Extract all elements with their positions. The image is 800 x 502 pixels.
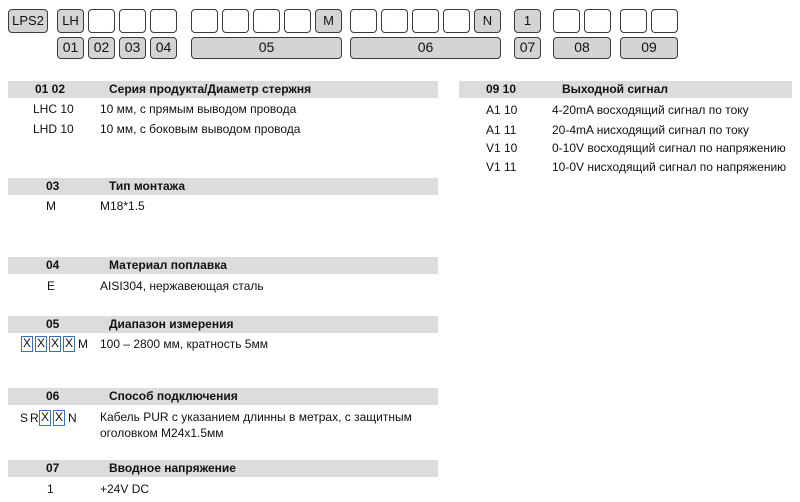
row-code: 1 (47, 482, 54, 496)
code-box-empty (651, 9, 678, 33)
section-code: 09 10 (486, 82, 517, 96)
code-box-empty (284, 9, 311, 33)
code-box-empty (191, 9, 218, 33)
position-02: 02 (88, 37, 115, 59)
section-code: 05 (46, 317, 60, 331)
x-placeholder: X (36, 336, 45, 350)
code-box-empty (88, 9, 115, 33)
code-box-lh: LH (57, 9, 84, 33)
section-title: Материал поплавка (109, 258, 227, 272)
section-header-measuring-range (8, 316, 438, 333)
code-box-empty (119, 9, 146, 33)
section-code: 01 02 (35, 82, 66, 96)
section-code: 07 (46, 461, 60, 475)
section-header-mounting (8, 178, 438, 195)
code-box-empty (222, 9, 249, 33)
code-box-empty (620, 9, 647, 33)
code-box-n: N (474, 9, 501, 33)
code-char: N (68, 411, 77, 425)
section-title: Серия продукта/Диаметр стержня (109, 82, 312, 96)
row-desc: 10 мм, с прямым выводом провода (100, 102, 297, 116)
section-title: Диапазон измерения (109, 317, 234, 331)
code-box-empty (150, 9, 177, 33)
section-title: Способ подключения (109, 389, 238, 403)
row-desc: 10-0V нисходящий сигнал по напряжению (552, 160, 787, 174)
row-desc: AISI304, нержавеющая сталь (100, 279, 264, 293)
row-code: LHD 10 (33, 122, 74, 136)
code-box-empty (443, 9, 470, 33)
row-code: V1 10 (486, 141, 518, 155)
position-07: 07 (514, 37, 541, 59)
code-box-lps2: LPS2 (8, 9, 48, 33)
position-06: 06 (350, 37, 501, 59)
code-char: S (20, 411, 29, 425)
row-desc: M18*1.5 (100, 199, 145, 213)
code-box-empty (553, 9, 580, 33)
section-header-output-signal (459, 81, 792, 98)
code-box-m: M (315, 9, 342, 33)
x-placeholder: X (40, 410, 49, 424)
position-09: 09 (620, 37, 678, 59)
position-08: 08 (553, 37, 611, 59)
code-box-empty (412, 9, 439, 33)
row-code: LHC 10 (33, 102, 74, 116)
x-placeholder: X (22, 336, 31, 350)
row-code: E (47, 279, 56, 293)
row-code: V1 11 (486, 160, 517, 174)
position-03: 03 (119, 37, 146, 59)
section-title: Выходной сигнал (562, 82, 668, 96)
row-desc: 4-20mA восходящий сигнал по току (552, 103, 749, 117)
section-header-float-material (8, 257, 438, 274)
row-code: M (46, 199, 56, 213)
section-code: 04 (46, 258, 60, 272)
row-desc: 100 – 2800 мм, кратность 5мм (100, 337, 268, 351)
row-desc: 0-10V восходящий сигнал по напряжению (552, 141, 786, 155)
code-box-empty (253, 9, 280, 33)
row-code: A1 10 (486, 103, 518, 117)
x-placeholder: X (54, 410, 63, 424)
position-05: 05 (191, 37, 342, 59)
section-code: 06 (46, 389, 60, 403)
row-desc: Кабель PUR с указанием длинны в метрах, с защитным (100, 410, 412, 424)
row-desc-cont: оголовком M24x1.5мм (100, 426, 224, 440)
position-01: 01 (57, 37, 84, 59)
code-char: M (78, 337, 88, 351)
row-desc: 20-4mA нисходящий сигнал по току (552, 123, 750, 137)
section-code: 03 (46, 179, 60, 193)
code-box-empty (350, 9, 377, 33)
code-box-empty (584, 9, 611, 33)
row-desc: +24V DC (100, 482, 150, 496)
section-header-connection (8, 388, 438, 405)
x-placeholder: X (64, 336, 73, 350)
x-placeholder: X (50, 336, 59, 350)
section-title: Вводное напряжение (109, 461, 236, 475)
position-04: 04 (150, 37, 177, 59)
section-header-series (8, 81, 438, 98)
section-title: Тип монтажа (109, 179, 186, 193)
row-desc: 10 мм, с боковым выводом провода (100, 122, 301, 136)
code-box-empty (381, 9, 408, 33)
code-box-1: 1 (514, 9, 541, 33)
section-header-voltage (8, 460, 438, 477)
row-code: A1 11 (486, 123, 517, 137)
code-char: R (30, 411, 39, 425)
